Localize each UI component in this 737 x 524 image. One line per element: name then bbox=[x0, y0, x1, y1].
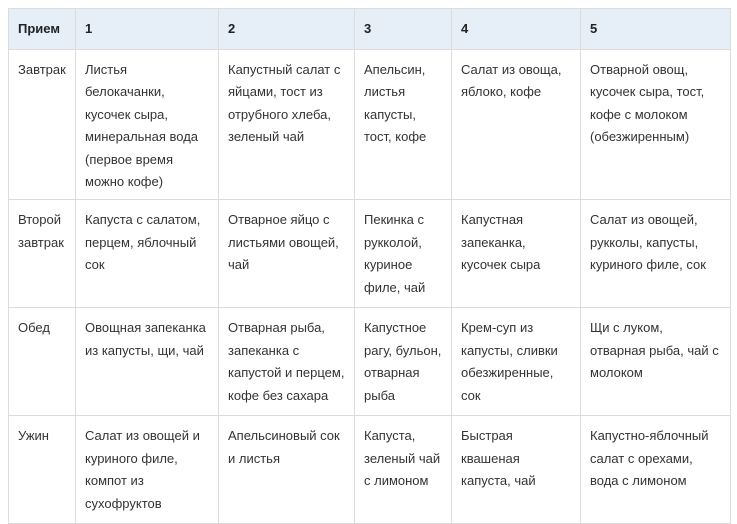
table-cell: Пекинка с рукколой, куриное филе, чай bbox=[355, 200, 452, 308]
header-day-4: 4 bbox=[452, 9, 581, 50]
meal-name: Завтрак bbox=[9, 50, 76, 200]
meal-name: Обед bbox=[9, 308, 76, 416]
diet-table bbox=[8, 8, 731, 524]
table-cell: Листья белокачанки, кусочек сыра, минеральная вода (первое время можно кофе) bbox=[76, 50, 219, 200]
table-cell: Щи с луком, отварная рыба, чай с молоком bbox=[581, 308, 731, 416]
table-row bbox=[9, 50, 731, 200]
table-cell: Капуста, зеленый чай с лимоном bbox=[355, 416, 452, 524]
table-row bbox=[9, 200, 731, 308]
header-day-1: 1 bbox=[76, 9, 219, 50]
table-cell: Отварная рыба, запеканка с капустой и перцем, кофе без сахара bbox=[219, 308, 355, 416]
table-cell: Капустное рагу, бульон, отварная рыба bbox=[355, 308, 452, 416]
table-body bbox=[9, 50, 731, 524]
table-cell: Апельсин, листья капусты, тост, кофе bbox=[355, 50, 452, 200]
table-row bbox=[9, 308, 731, 416]
table-cell: Капуста с салатом, перцем, яблочный сок bbox=[76, 200, 219, 308]
table-cell: Капустно-яблочный салат с орехами, вода с лимоном bbox=[581, 416, 731, 524]
table-header bbox=[9, 9, 731, 50]
table-cell: Отварной овощ, кусочек сыра, тост, кофе с молоком (обезжиренным) bbox=[581, 50, 731, 200]
header-meal: Прием bbox=[9, 9, 76, 50]
table-cell: Овощная запеканка из капусты, щи, чай bbox=[76, 308, 219, 416]
meal-name: Второй завтрак bbox=[9, 200, 76, 308]
table-cell: Отварное яйцо с листьями овощей, чай bbox=[219, 200, 355, 308]
table-cell: Салат из овощей, рукколы, капусты, куриного филе, сок bbox=[581, 200, 731, 308]
table-cell: Капустный салат с яйцами, тост из отрубного хлеба, зеленый чай bbox=[219, 50, 355, 200]
meal-name: Ужин bbox=[9, 416, 76, 524]
table-cell: Салат из овощей и куриного филе, компот из сухофруктов bbox=[76, 416, 219, 524]
table-cell: Салат из овоща, яблоко, кофе bbox=[452, 50, 581, 200]
table-cell: Быстрая квашеная капуста, чай bbox=[452, 416, 581, 524]
header-day-5: 5 bbox=[581, 9, 731, 50]
diet-table-container bbox=[8, 8, 730, 524]
table-row bbox=[9, 416, 731, 524]
header-day-2: 2 bbox=[219, 9, 355, 50]
header-row bbox=[9, 9, 731, 50]
table-cell: Капустная запеканка, кусочек сыра bbox=[452, 200, 581, 308]
header-day-3: 3 bbox=[355, 9, 452, 50]
table-cell: Крем-суп из капусты, сливки обезжиренные, сок bbox=[452, 308, 581, 416]
table-cell: Апельсиновый сок и листья bbox=[219, 416, 355, 524]
